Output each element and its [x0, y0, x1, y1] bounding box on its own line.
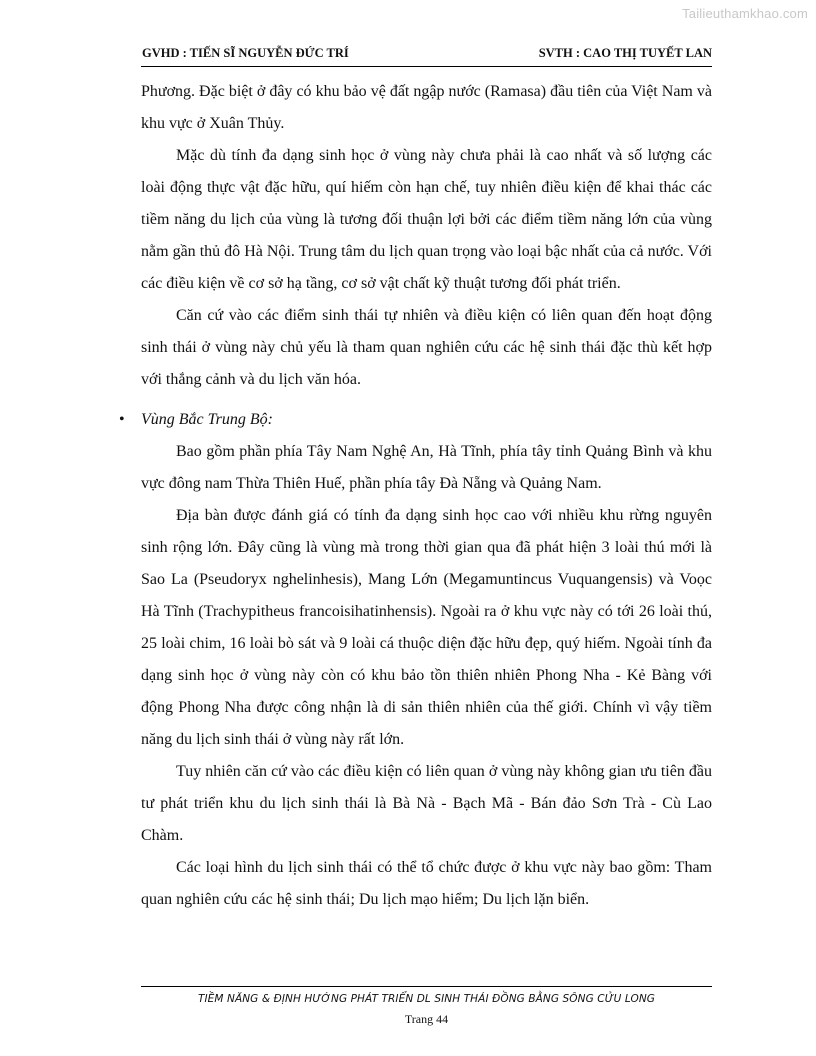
- section-heading: Vùng Bắc Trung Bộ:: [141, 411, 273, 428]
- paragraph: Các loại hình du lịch sinh thái có thể tổ chức được ở khu vực này bao gồm: Tham quan nghiên cứu các hệ sinh thái; Du lịch mạo hiểm; Du lịch lặn biển.: [141, 859, 712, 908]
- bullet-icon: •: [119, 411, 125, 428]
- paragraph: Mặc dù tính đa dạng sinh học ở vùng này chưa phải là cao nhất và số lượng các loài động thực vật đặc hữu, quí hiếm còn hạn chế, tuy nhiên điều kiện để khai thác các tiềm năng du lịch của vùng là tương đối thuận lợi bởi các điểm tiềm năng lớn của vùng nằm gần thủ đô Hà Nội. Trung tâm du lịch quan trọng vào loại bậc nhất của cả nước. Với các điều kiện về cơ sở hạ tầng, cơ sở vật chất kỹ thuật tương đối phát triển.: [141, 147, 712, 292]
- footer-title: TIỀM NĂNG & ĐỊNH HƯỚNG PHÁT TRIỂN DL SINH THÁI ĐỒNG BẰNG SÔNG CỬU LONG: [197, 993, 656, 1005]
- page-header: [141, 46, 712, 67]
- header-supervisor: GVHD : TIẾN SĨ NGUYỄN ĐỨC TRÍ: [142, 46, 349, 60]
- paragraph: Tuy nhiên căn cứ vào các điều kiện có liên quan ở vùng này không gian ưu tiên đầu tư phát triển khu du lịch sinh thái là Bà Nà - Bạch Mã - Bán đảo Sơn Trà - Cù Lao Chàm.: [141, 763, 712, 844]
- paragraph: Địa bàn được đánh giá có tính đa dạng sinh học cao với nhiều khu rừng nguyên sinh rộng lớn. Đây cũng là vùng mà trong thời gian qua đã phát hiện 3 loài thú mới là Sao La (Pseudoryx nghelinhesis), Mang Lớn (Megamuntincus Vuquangensis) và Voọc Hà Tĩnh (Trachypitheus francoisihatinhensis). Ngoài ra ở khu vực này có tới 26 loài thú, 25 loài chim, 16 loài bò sát và 9 loài cá thuộc diện đặc hữu đẹp, quý hiếm. Ngoài tính đa dạng sinh học ở vùng này còn có khu bảo tồn thiên nhiên Phong Nha - Kẻ Bàng với động Phong Nha được công nhận là di sản thiên nhiên của thế giới. Chính vì vậy tiềm năng du lịch sinh thái ở vùng này rất lớn.: [141, 507, 712, 748]
- footer-divider: [141, 986, 712, 987]
- paragraph: Bao gồm phần phía Tây Nam Nghệ An, Hà Tĩnh, phía tây tỉnh Quảng Bình và khu vực đông nam Thừa Thiên Huế, phần phía tây Đà Nẵng và Quảng Nam.: [141, 443, 712, 492]
- paragraph: Phương. Đặc biệt ở đây có khu bảo vệ đất ngập nước (Ramasa) đầu tiên của Việt Nam và khu vực ở Xuân Thủy.: [141, 83, 712, 132]
- paragraph: Căn cứ vào các điểm sinh thái tự nhiên và điều kiện có liên quan đến hoạt động sinh thái ở vùng này chủ yếu là tham quan nghiên cứu các hệ sinh thái đặc thù kết hợp với thắng cảnh và du lịch văn hóa.: [141, 307, 712, 388]
- bullet-item: [119, 404, 712, 436]
- watermark-text: Tailieuthamkhao.com: [682, 6, 808, 21]
- header-student: SVTH : CAO THỊ TUYẾT LAN: [538, 46, 712, 60]
- document-body: [119, 76, 712, 916]
- page-number: Trang 44: [404, 1012, 449, 1026]
